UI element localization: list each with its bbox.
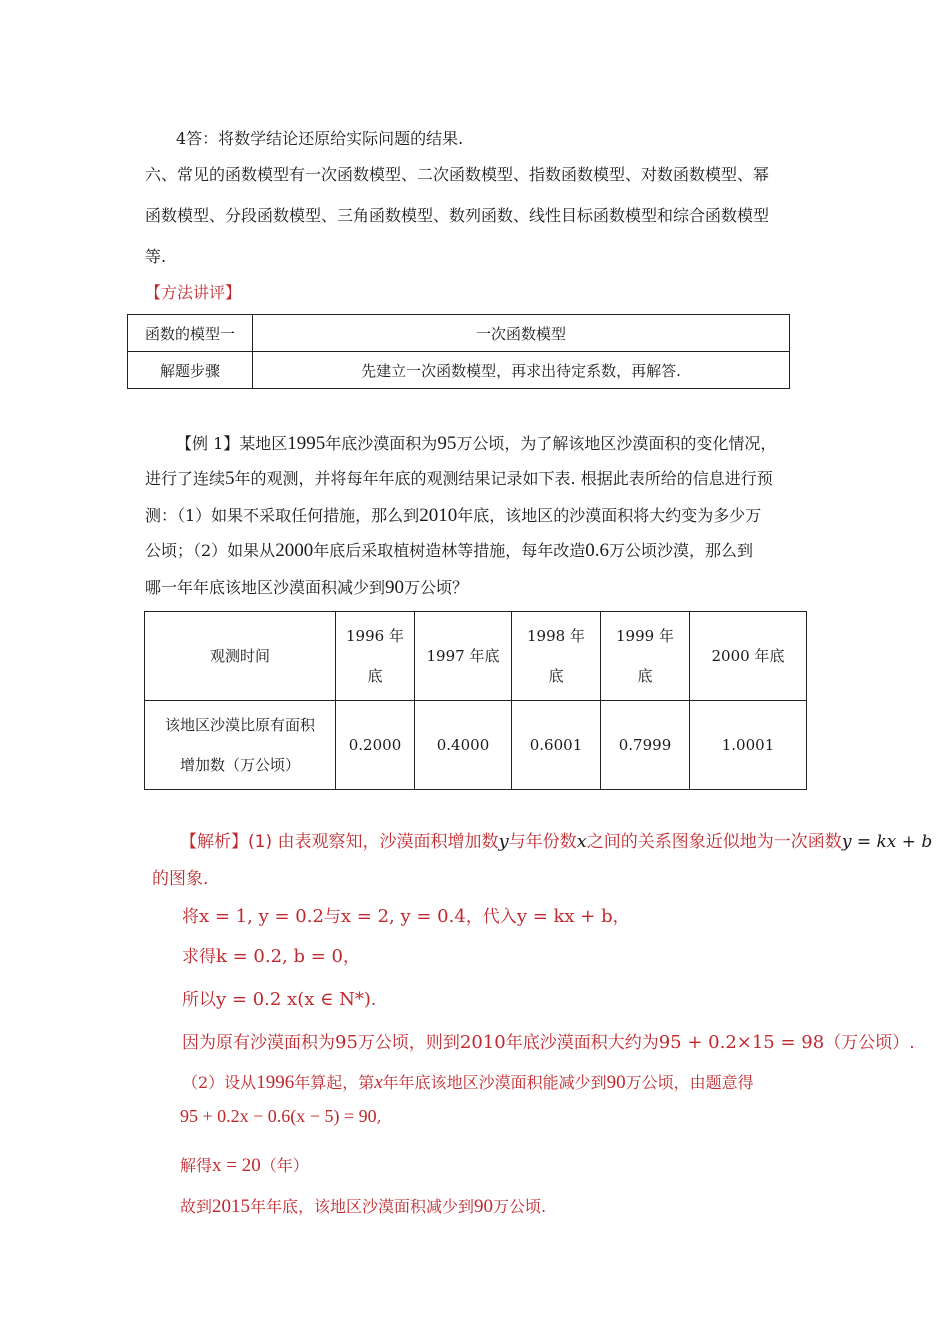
example-tag: 【例 1】 xyxy=(176,434,240,453)
model-label-cell: 函数的模型一 xyxy=(128,315,253,352)
steps-label-cell: 解题步骤 xyxy=(128,352,253,389)
solution-text: （年） xyxy=(260,1156,309,1175)
model-equation: y = 0.2 x(x ∈ N*) xyxy=(216,989,371,1010)
example-text: 万公顷，为了解该地区沙漠面积的变化情况， xyxy=(456,434,777,453)
solution-text: 因为原有沙漠面积为 xyxy=(182,1033,335,1053)
row-label-line: 增加数（万公顷） xyxy=(179,756,300,774)
example-text: 年底后采取植树造林等措施，每年改造 xyxy=(313,541,586,560)
year-1996: 1996 xyxy=(256,1072,295,1093)
year-2010: 2010 xyxy=(419,505,458,526)
models-line-3: 等. xyxy=(145,247,167,266)
year-2000: 2000 xyxy=(275,540,314,561)
example-text: 年的观测，并将每年年底的观测结果记录如下表. 根据此表所给的信息进行预 xyxy=(234,469,773,488)
example-line-3 xyxy=(145,505,761,527)
var-x: x xyxy=(576,831,587,852)
solution-text: 求得 xyxy=(182,947,216,967)
value-cell: 0.2000 xyxy=(336,701,415,790)
value-cell: 0.7999 xyxy=(601,701,690,790)
solution-text: 万公顷，则到 xyxy=(357,1033,460,1053)
area-90: 90 xyxy=(606,1072,626,1093)
steps-value-cell: 先建立一次函数模型，再求出待定系数，再解答. xyxy=(253,352,790,389)
observation-table xyxy=(144,611,807,790)
equation-end: , xyxy=(376,1107,382,1126)
example-text: 年底，该地区的沙漠面积将大约变为多少万 xyxy=(457,506,762,525)
rate-0-6: 0.6 xyxy=(585,540,609,561)
solution-text: ，代入 xyxy=(465,907,517,927)
value-cell: 0.6001 xyxy=(512,701,601,790)
years-5: 5 xyxy=(225,468,235,489)
example-text: 进行了连续 xyxy=(145,469,226,488)
value-cell: 0.4000 xyxy=(415,701,512,790)
year-cell xyxy=(336,612,415,701)
solution-text: ， xyxy=(343,947,361,967)
solution-text: ， xyxy=(612,907,630,927)
solution-text: 与年份数 xyxy=(508,832,577,852)
area-95: 95 xyxy=(335,1032,358,1053)
area-95: 95 xyxy=(437,433,457,454)
solution-text: 将 xyxy=(182,907,199,927)
solution-text: 万公顷，由题意得 xyxy=(625,1073,754,1092)
part2-final xyxy=(180,1196,546,1218)
solution-text: (1) 由表观察知，沙漠面积增加数 xyxy=(248,832,499,852)
solution-text: 故到 xyxy=(180,1197,213,1216)
area-computation: 95 + 0.2×15 = 98 xyxy=(658,1032,825,1053)
linear-function: y = kx + b xyxy=(841,832,933,852)
solution-text: 解得 xyxy=(180,1156,213,1175)
solution-text: 与 xyxy=(323,907,341,927)
year-cell xyxy=(512,612,601,701)
solution-text: . xyxy=(370,990,377,1010)
solution-text: 年底沙漠面积大约为 xyxy=(505,1033,659,1053)
area-90: 90 xyxy=(385,577,405,598)
part2-solve xyxy=(180,1155,309,1177)
equation: 95 + 0.2x − 0.6(x − 5) = 90 xyxy=(180,1106,377,1126)
solution-text: 年年底该地区沙漠面积能减少到 xyxy=(382,1073,607,1092)
area-90: 90 xyxy=(474,1196,494,1217)
point-1: x = 1, y = 0.2 xyxy=(199,906,324,927)
year-top: 1999 年 xyxy=(616,627,674,645)
solution-line-4 xyxy=(182,942,360,967)
year-top: 2000 年底 xyxy=(711,647,785,665)
solution-tag: 【解析】 xyxy=(180,832,248,852)
row-label-line: 该地区沙漠比原有面积 xyxy=(164,716,315,734)
solution-line-5 xyxy=(182,985,376,1010)
answer-step-4: 4答：将数学结论还原给实际问题的结果. xyxy=(176,129,464,148)
solution-x: x = 20 xyxy=(212,1155,261,1176)
example-text: 万公顷？ xyxy=(404,578,469,597)
example-text: 万公顷沙漠，那么到 xyxy=(608,541,753,560)
solution-text: 年算起，第 xyxy=(294,1073,375,1092)
example-line-1 xyxy=(176,433,776,455)
year-bottom: 底 xyxy=(367,667,383,685)
example-text: 某地区 xyxy=(239,434,288,453)
year-cell xyxy=(601,612,690,701)
year-cell xyxy=(690,612,807,701)
year-top: 1996 年 xyxy=(346,627,404,645)
example-text: 哪一年年底该地区沙漠面积减少到 xyxy=(145,578,386,597)
solution-text: 年年底，该地区沙漠面积减少到 xyxy=(250,1197,475,1216)
example-line-4 xyxy=(145,540,753,562)
example-line-2 xyxy=(145,468,773,490)
example-text: 测：（1）如果不采取任何措施，那么到 xyxy=(145,506,420,525)
linear-function: y = kx + b xyxy=(516,906,613,927)
year-2015: 2015 xyxy=(212,1196,251,1217)
solution-line-1 xyxy=(180,827,932,852)
year-top: 1997 年底 xyxy=(426,647,500,665)
part2-line-1 xyxy=(182,1072,754,1094)
value-cell: 1.0001 xyxy=(690,701,807,790)
models-line-1: 六、常见的函数模型有一次函数模型、二次函数模型、指数函数模型、对数函数模型、幂 xyxy=(145,165,770,184)
solution-line-6 xyxy=(182,1028,915,1053)
year-2010: 2010 xyxy=(459,1032,506,1053)
model-value-cell: 一次函数模型 xyxy=(253,315,790,352)
method-heading: 【方法讲评】 xyxy=(145,283,242,302)
year-bottom: 底 xyxy=(548,667,564,685)
solution-text: （2）设从 xyxy=(182,1073,257,1092)
row-label-cell xyxy=(145,701,336,790)
coefficients: k = 0.2, b = 0 xyxy=(216,946,344,967)
year-1995: 1995 xyxy=(287,433,326,454)
example-text: 年底沙漠面积为 xyxy=(325,434,438,453)
example-line-5 xyxy=(145,577,468,599)
var-y: y xyxy=(498,831,509,852)
part2-equation xyxy=(180,1106,382,1127)
var-x: x xyxy=(374,1072,383,1093)
solution-line-3 xyxy=(182,902,630,927)
year-top: 1998 年 xyxy=(527,627,585,645)
header-label-cell: 观测时间 xyxy=(145,612,336,701)
example-text: 公顷；（2）如果从 xyxy=(145,541,276,560)
model-table xyxy=(127,314,790,389)
solution-line-2: 的图象. xyxy=(152,869,209,889)
solution-text: 之间的关系图象近似地为一次函数 xyxy=(586,832,842,852)
year-bottom: 底 xyxy=(637,667,653,685)
point-2: x = 2, y = 0.4 xyxy=(340,906,466,927)
solution-text: 万公顷. xyxy=(493,1197,547,1216)
solution-text: （万公顷）. xyxy=(824,1033,915,1053)
solution-text: 所以 xyxy=(182,990,216,1010)
year-cell xyxy=(415,612,512,701)
models-line-2: 函数模型、分段函数模型、三角函数模型、数列函数、线性目标函数模型和综合函数模型 xyxy=(145,206,770,225)
